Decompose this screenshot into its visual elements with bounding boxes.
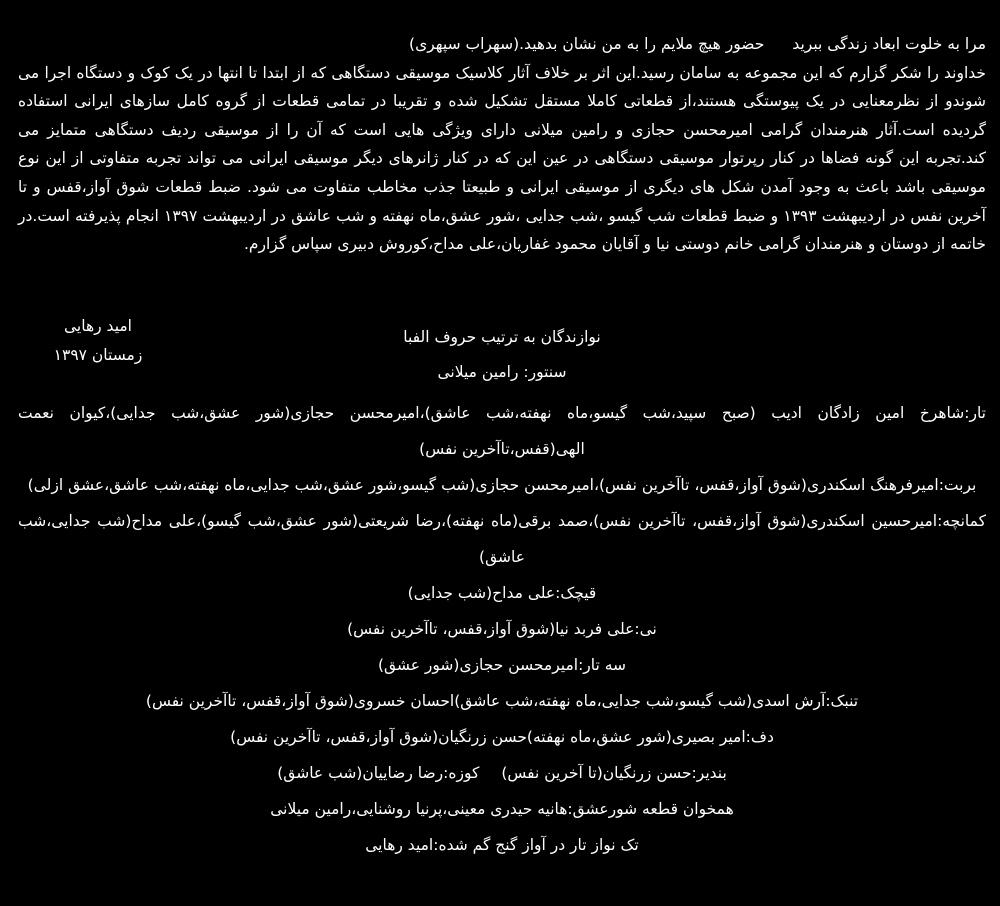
credit-tonbak: تنبک:آرش اسدی(شب گیسو،شب جدایی،ماه نهفته،شب عاشق)احسان خسروی(شوق آواز،قفس، تاآخرین نفس) — [145, 692, 859, 710]
credit-kamancheh: کمانچه:امیرحسین اسکندری(شوق آواز،قفس، تاآخرین نفس)،صمد برقی(ماه نهفته)،رضا شریعتی(شور عشق،شب گیسو)،علی مداح(شب جدایی،شب عاشق) — [18, 512, 986, 566]
credit-kuzeh: کوزه:رضا رضاییان(شب عاشق) — [277, 764, 480, 782]
intro-paragraph — [18, 30, 986, 259]
credit-daf: دف:امیر بصیری(شور عشق،ماه نهفته)حسن زرنگیان(شوق آواز،قفس، تاآخرین نفس) — [230, 728, 774, 746]
credit-ney: نی:علی فربد نیا(شوق آواز،قفس، تاآخرین نفس) — [347, 620, 657, 638]
epigraph-part-1: مرا به خلوت ابعاد زندگی ببرید — [792, 35, 986, 53]
credit-barbat: بربت:امیرفرهنگ اسکندری(شوق آواز،قفس، تاآخرین نفس)،امیرمحسن حجازی(شب گیسو،شور عشق،شب جدایی،ماه نهفته،شب عاشق،عشق ازلی) — [27, 476, 977, 494]
credit-setar: سه تار:امیرمحسن حجازی(شور عشق) — [377, 656, 627, 674]
musician-credits — [18, 322, 986, 863]
credit-bendir: بندیر:حسن زرنگیان(تا آخرین نفس) — [501, 764, 727, 782]
signature-date: زمستان ۱۳۹۷ — [53, 346, 143, 364]
signature-name: امید رهایی — [64, 317, 132, 335]
credit-gheychak: قیچک:علی مداح(شب جدایی) — [407, 584, 597, 602]
intro-body-text: خداوند را شکر گزارم که این مجموعه به سامان رسید.این اثر بر خلاف آثار کلاسیک موسیقی دستگاهی که از ابتدا تا انتها در یک کوک و دستگاه اجرا می شوندو از نظرمعنایی در یک پیوستگی هستند،از قطعاتی کاملا مستقل تشکیل شده و تقریبا در تمامی قطعات از گروه کامل سازهای ایرانی استفاده گردیده است.آثار هنرمندان گرامی امیرمحسن حجازی و رامین میلانی دارای ویژگی هایی است که آن را از موسیقی ردیف دستگاهی متمایز می کند.تجربه این گونه فضاها در کنار رپرتوار موسیقی دستگاهی در عین این که در کنار ژانرهای دیگر موسیقی ایرانی می تواند تجربه متفاوتی از این نوع موسیقی باشد باعث به وجود آمدن شکل های دیگری از موسیقی ایرانی و طبیعتا جذب مخاطب متفاوت می شود. ضبط قطعات شوق آواز،قفس و تا آخرین نفس در اردیبهشت ۱۳۹۳ و ضبط قطعات شب گیسو ،شب جدایی ،شور عشق،ماه نهفته و شب عاشق در اردیبهشت ۱۳۹۷ انجام پذیرفته است.در خاتمه از دوستان و هنرمندان گرامی خانم دوستی نیا و آقایان محمود غفاریان،علی مداح،کوروش دبیری سپاس گزارم. — [18, 63, 986, 254]
credit-bendir-kuzeh — [18, 755, 986, 791]
credit-tar: تار:شاهرخ امین زادگان ادیب (صبح سپید،شب گیسو،ماه نهفته،شب عاشق)،امیرمحسن حجازی(شور عشق،شب جدایی)،کیوان نعمت الهی(قفس،تاآخرین نفس) — [18, 404, 986, 458]
credit-santur: سنتور: رامین میلانی — [437, 363, 567, 381]
epigraph — [18, 30, 986, 59]
credits-heading: نوازندگان به ترتیب حروف الفبا — [403, 328, 601, 346]
credit-solo-tar: تک نواز تار در آواز گنج گم شده:امید رهایی — [365, 836, 639, 854]
credit-chorus: همخوان قطعه شورعشق:هانیه حیدری معینی،پرنیا روشنایی،رامین میلانی — [270, 800, 734, 818]
epigraph-part-2: حضور هیچ ملایم را به من نشان بدهید.(سهراب سپهری) — [409, 35, 765, 53]
